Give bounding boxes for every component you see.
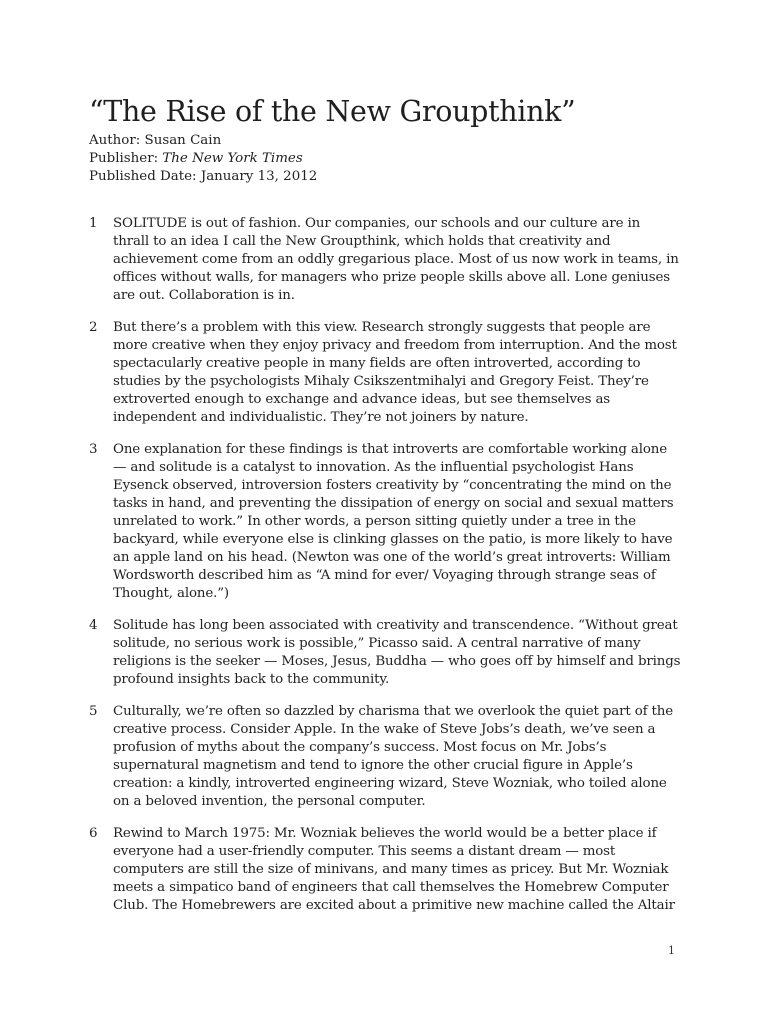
article-title: “The Rise of the New Groupthink” (89, 95, 576, 128)
paragraph-number: 3 (89, 442, 98, 457)
text-line: an apple land on his head. (Newton was one of the world’s great introverts: William (113, 550, 671, 565)
text-line: everyone had a user-friendly computer. This seems a distant dream — most (113, 844, 616, 859)
paragraph-number: 6 (89, 826, 98, 841)
paragraph-text (113, 825, 683, 915)
date-label: Published Date: (89, 169, 201, 184)
text-line: backyard, while everyone else is clinking glasses on the patio, is more likely to have (113, 532, 673, 547)
text-line: Eysenck observed, introversion fosters creativity by “concentrating the mind on the (113, 478, 672, 493)
author-line (89, 132, 317, 150)
published-date: January 13, 2012 (200, 169, 318, 184)
article-body (89, 215, 709, 929)
paragraph-text (113, 703, 683, 811)
text-line: are out. Collaboration is in. (113, 288, 295, 303)
paragraph-text (113, 215, 683, 305)
text-line: supernatural magnetism and tend to ignore the other crucial figure in Apple’s (113, 758, 633, 773)
paragraph-number: 4 (89, 618, 98, 633)
text-line: independent and individualistic. They’re not joiners by nature. (113, 410, 529, 425)
text-line: solitude, no serious work is possible,” Picasso said. A central narrative of many (113, 636, 641, 651)
paragraph (89, 825, 709, 915)
paragraph-text (113, 617, 683, 689)
text-line: Wordsworth described him as “A mind for ever/ Voyaging through strange seas of (113, 568, 656, 583)
text-line: spectacularly creative people in many fields are often introverted, according to (113, 356, 641, 371)
paragraph (89, 319, 709, 427)
date-line (89, 168, 317, 186)
text-line: Culturally, we’re often so dazzled by charisma that we overlook the quiet part of the (113, 704, 673, 719)
text-line: creative process. Consider Apple. In the wake of Steve Jobs’s death, we’ve seen a (113, 722, 656, 737)
text-line: profound insights back to the community. (113, 672, 390, 687)
text-line: One explanation for these findings is that introverts are comfortable working alone (113, 442, 668, 457)
text-line: unrelated to work.” In other words, a person sitting quietly under a tree in the (113, 514, 636, 529)
text-line: on a beloved invention, the personal computer. (113, 794, 426, 809)
paragraph-number: 2 (89, 320, 98, 335)
text-line: Rewind to March 1975: Mr. Wozniak believes the world would be a better place if (113, 826, 657, 841)
text-line: Thought, alone.”) (113, 586, 229, 601)
paragraph-number: 1 (89, 216, 98, 231)
paragraph (89, 215, 709, 305)
article-metadata (89, 132, 317, 186)
paragraph-text (113, 319, 683, 427)
publisher-name: The New York Times (162, 151, 303, 166)
text-line: meets a simpatico band of engineers that call themselves the Homebrew Computer (113, 880, 669, 895)
text-line: studies by the psychologists Mihaly Csikszentmihalyi and Gregory Feist. They’re (113, 374, 649, 389)
author-name: Susan Cain (144, 133, 222, 148)
paragraph (89, 617, 709, 689)
page-number: 1 (668, 944, 675, 957)
text-line: SOLITUDE is out of fashion. Our companies, our schools and our culture are in (113, 216, 641, 231)
text-line: Club. The Homebrewers are excited about a primitive new machine called the Altair (113, 898, 675, 913)
text-line: computers are still the size of minivans, and many times as pricey. But Mr. Wozniak (113, 862, 669, 877)
text-line: more creative when they enjoy privacy and freedom from interruption. And the most (113, 338, 677, 353)
paragraph (89, 441, 709, 603)
publisher-line (89, 150, 317, 168)
text-line: offices without walls, for managers who prize people skills above all. Lone geniuses (113, 270, 670, 285)
author-label: Author: (89, 133, 145, 148)
text-line: tasks in hand, and preventing the dissipation of energy on social and sexual matters (113, 496, 674, 511)
paragraph (89, 703, 709, 811)
paragraph-text (113, 441, 683, 603)
text-line: thrall to an idea I call the New Groupthink, which holds that creativity and (113, 234, 611, 249)
text-line: religions is the seeker — Moses, Jesus, Buddha — who goes off by himself and brings (113, 654, 681, 669)
text-line: creation: a kindly, introverted engineering wizard, Steve Wozniak, who toiled alone (113, 776, 667, 791)
publisher-label: Publisher: (89, 151, 163, 166)
text-line: But there’s a problem with this view. Research strongly suggests that people are (113, 320, 651, 335)
text-line: extroverted enough to exchange and advance ideas, but see themselves as (113, 392, 611, 407)
text-line: Solitude has long been associated with creativity and transcendence. “Without great (113, 618, 678, 633)
text-line: achievement come from an oddly gregarious place. Most of us now work in teams, in (113, 252, 679, 267)
text-line: — and solitude is a catalyst to innovation. As the influential psychologist Hans (113, 460, 634, 475)
text-line: profusion of myths about the company’s success. Most focus on Mr. Jobs’s (113, 740, 607, 755)
paragraph-number: 5 (89, 704, 98, 719)
